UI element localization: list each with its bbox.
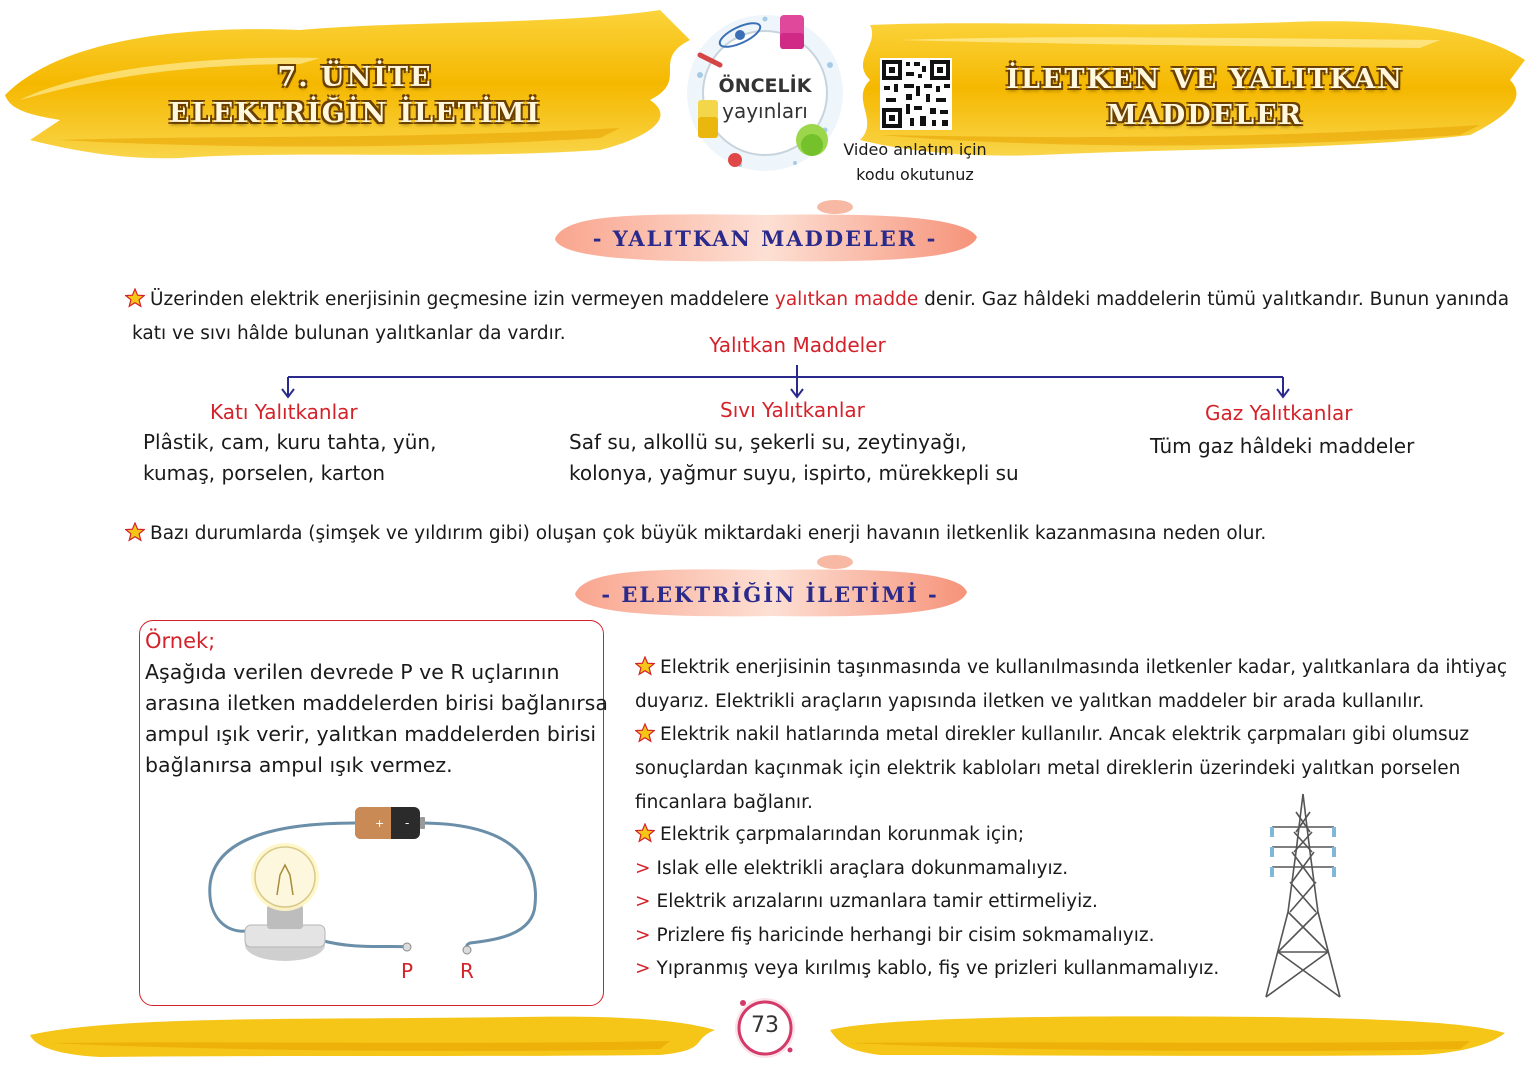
- page-number: 73: [751, 1013, 779, 1038]
- topic-title-line1: İLETKEN VE YALITKAN: [1006, 64, 1404, 95]
- footer-right-banner: [820, 1005, 1510, 1065]
- unit-title-line2: ELEKTRİĞİN İLETİMİ: [169, 98, 541, 129]
- star-bullet-icon: [125, 288, 145, 308]
- circuit-diagram: [195, 795, 555, 975]
- star-bullet-icon: [635, 723, 655, 743]
- unit-title: [120, 60, 590, 132]
- safety-bullet: > Prizlere fiş haricinde herhangi bir cisim sokmamalıyız.: [635, 925, 1155, 946]
- battery-icon: [355, 807, 425, 839]
- diagram-root-label: Yalıtkan Maddeler: [709, 333, 886, 357]
- publisher-logo: [680, 5, 850, 175]
- star-bullet-icon: [125, 522, 145, 542]
- svg-text:+: +: [375, 817, 385, 830]
- unit-title-line1: 7. ÜNİTE: [277, 62, 433, 93]
- qr-caption: [835, 137, 995, 187]
- intro-highlight: yalıtkan madde: [774, 289, 919, 310]
- terminal-r-label: R: [460, 959, 474, 983]
- star-bullet-icon: [635, 656, 655, 676]
- liquid-insulators-title: Sıvı Yalıtkanlar: [720, 398, 865, 422]
- conductivity-paragraph-1: Elektrik enerjisinin taşınmasında ve kullanılmasında iletkenler kadar, yalıtkanlara da ihtiyaç duyarız. Elektrikli araçların yapısında iletken ve yalıtkan maddeler bir arada kullanılır.: [635, 657, 1508, 712]
- lightning-note: Bazı durumlarda (şimşek ve yıldırım gibi) oluşan çok büyük miktardaki enerji havanın iletkenlik kazanmasına neden olur.: [125, 517, 1266, 551]
- star-bullet-icon: [635, 823, 655, 843]
- safety-bullet: > Islak elle elektrikli araçlara dokunmamalıyız.: [635, 858, 1069, 879]
- example-label: Örnek;: [145, 629, 216, 653]
- safety-bullet: > Yıpranmış veya kırılmış kablo, fiş ve prizleri kullanmamalıyız.: [635, 958, 1220, 979]
- intro-text-after: denir. Gaz hâldeki maddelerin tümü yalıtkandır. Bunun yanında: [918, 289, 1510, 310]
- circuit-wire-right: [420, 823, 535, 950]
- gas-insulators-list: Tüm gaz hâldeki maddeler: [1150, 434, 1415, 458]
- topic-title: [960, 62, 1450, 134]
- qr-caption-line2: kodu okutunuz: [856, 165, 974, 184]
- section1-title: - YALITKAN MADDELER -: [592, 226, 938, 251]
- conductivity-paragraph-2: Elektrik nakil hatlarında metal direkler kullanılır. Ancak elektrik çarpmaları gibi olumsuz sonuçlardan kaçınmak için elektrik kabloları metal direklerin üzerindeki yalıtkan porselen fincanlara bağlanır.: [635, 724, 1470, 813]
- solid-insulators-title: Katı Yalıtkanlar: [210, 400, 358, 424]
- terminal-p-label: P: [401, 959, 414, 983]
- safety-bullet: > Elektrik arızalarını uzmanlara tamir ettirmeliyiz.: [635, 891, 1098, 912]
- qr-code-icon[interactable]: [880, 58, 952, 130]
- intro-line2: katı ve sıvı hâlde bulunan yalıtkanlar da vardır.: [132, 323, 566, 344]
- light-bulb-icon: [245, 843, 325, 961]
- intro-text-before: Üzerinden elektrik enerjisinin geçmesine izin vermeyen maddelere: [150, 289, 775, 310]
- safety-intro: Elektrik çarpmalarından korunmak için;: [635, 818, 1024, 852]
- logo-name: ÖNCELİK: [718, 75, 812, 97]
- qr-caption-line1: Video anlatım için: [843, 140, 987, 159]
- transmission-tower-icon: [1258, 792, 1348, 1002]
- section2-title: - ELEKTRİĞİN İLETİMİ -: [601, 582, 939, 607]
- footer-left-banner: [20, 1005, 720, 1065]
- liquid-insulators-list: Saf su, alkollü su, şekerli su, zeytinyağı, kolonya, yağmur suyu, ispirto, mürekkepli su: [569, 430, 1019, 485]
- example-text: Aşağıda verilen devrede P ve R uçlarının arasına iletken maddelerden birisi bağlanırsa ampul ışık verir, yalıtkan maddelerden birisi bağlanırsa ampul ışık vermez.: [145, 660, 608, 777]
- topic-title-line2: MADDELER: [1106, 100, 1304, 131]
- circuit-wire-bottom: [320, 940, 407, 947]
- svg-text:-: -: [405, 816, 410, 830]
- logo-subname: yayınları: [722, 99, 808, 123]
- gas-insulators-title: Gaz Yalıtkanlar: [1205, 401, 1353, 425]
- solid-insulators-list: Plâstik, cam, kuru tahta, yün, kumaş, porselen, karton: [143, 430, 437, 485]
